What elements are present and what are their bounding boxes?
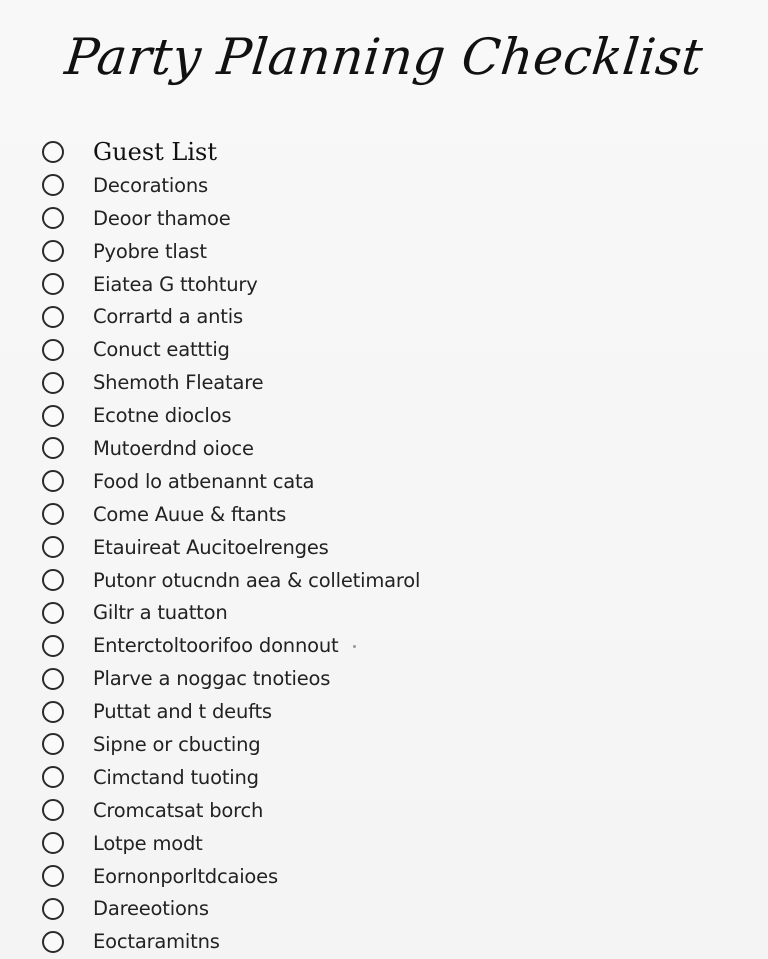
checklist-item-label: Putonr otucndn aea & colletimarol: [93, 568, 421, 592]
checklist-item-label: Dareeotions: [93, 897, 209, 921]
checkbox-circle[interactable]: [42, 569, 64, 591]
checklist-item-label: Eoctaramitns: [93, 930, 220, 954]
checklist-item-label: Enterctoltoorifoo donnout: [93, 634, 339, 658]
checklist-item: [42, 827, 742, 860]
checkbox-circle[interactable]: [42, 832, 64, 854]
checklist-item-label: Puttat and t deufts: [93, 700, 272, 724]
checklist-item: [42, 399, 742, 432]
checklist-item: [42, 695, 742, 728]
checklist-item-label: Corrartd a antis: [93, 305, 243, 329]
checkbox-circle[interactable]: [42, 437, 64, 459]
checkbox-circle[interactable]: [42, 503, 64, 525]
checklist-item: [42, 794, 742, 827]
checkbox-circle[interactable]: [42, 668, 64, 690]
checklist-item-label: Food lo atbenannt cata: [93, 469, 315, 493]
checkbox-circle[interactable]: [42, 306, 64, 328]
checklist-item: [42, 268, 742, 301]
checklist-item: [42, 169, 742, 202]
checkbox-circle[interactable]: [42, 635, 64, 657]
checkbox-circle[interactable]: [42, 799, 64, 821]
checklist-item-label: Pyobre tlast: [93, 239, 207, 263]
checklist-item-label: Sipne or cbucting: [93, 732, 261, 756]
checkbox-circle[interactable]: [42, 174, 64, 196]
checklist-item: [42, 432, 742, 465]
checklist-item-label: Eiatea G ttohtury: [93, 272, 258, 296]
checklist-item: [42, 629, 742, 662]
checkbox-circle[interactable]: [42, 141, 64, 163]
checklist-item: [42, 300, 742, 333]
checkbox-circle[interactable]: [42, 766, 64, 788]
checkbox-circle[interactable]: [42, 207, 64, 229]
checklist-item: [42, 235, 742, 268]
checklist-item-label: Plarve a noggac tnotieos: [93, 667, 331, 691]
checkbox-circle[interactable]: [42, 931, 64, 953]
checklist-item-label: Guest List: [93, 138, 217, 167]
checklist-item-label: Cromcatsat borch: [93, 798, 264, 822]
checklist-item: [42, 498, 742, 531]
checkbox-circle[interactable]: [42, 470, 64, 492]
checkbox-circle[interactable]: [42, 405, 64, 427]
checkbox-circle[interactable]: [42, 865, 64, 887]
page-title: Party Planning Checklist: [62, 28, 706, 86]
checklist-item-label: Come Auue & ftants: [93, 502, 287, 526]
stray-dot: [353, 645, 356, 648]
checklist-item: [42, 564, 742, 597]
checklist: [42, 136, 742, 958]
checklist-item-label: Giltr a tuatton: [93, 601, 228, 625]
checklist-item-label: Lotpe modt: [93, 831, 203, 855]
checklist-item-label: Deoor thamoe: [93, 206, 231, 230]
checkbox-circle[interactable]: [42, 602, 64, 624]
checklist-item: [42, 465, 742, 498]
checklist-item: [42, 728, 742, 761]
checklist-item: [42, 596, 742, 629]
checklist-item: [42, 366, 742, 399]
checklist-item-label: Shemoth Fleatare: [93, 371, 264, 395]
checkbox-circle[interactable]: [42, 240, 64, 262]
checklist-item-label: Mutoerdnd oioce: [93, 436, 254, 460]
checkbox-circle[interactable]: [42, 273, 64, 295]
checklist-item-label: Cimctand tuoting: [93, 765, 259, 789]
checkbox-circle[interactable]: [42, 339, 64, 361]
checklist-item-label: Conuct eatttig: [93, 338, 230, 362]
checkbox-circle[interactable]: [42, 372, 64, 394]
checklist-item: [42, 202, 742, 235]
checklist-item: [42, 136, 742, 169]
checklist-item-label: Etauireat Aucitoelrenges: [93, 535, 329, 559]
checklist-item: [42, 662, 742, 695]
checklist-item: [42, 892, 742, 925]
checklist-item: [42, 925, 742, 958]
checkbox-circle[interactable]: [42, 733, 64, 755]
checklist-item: [42, 333, 742, 366]
checklist-item: [42, 531, 742, 564]
checklist-item: [42, 761, 742, 794]
checkbox-circle[interactable]: [42, 898, 64, 920]
checkbox-circle[interactable]: [42, 701, 64, 723]
checkbox-circle[interactable]: [42, 536, 64, 558]
checklist-item-label: Eornonporltdcaioes: [93, 864, 278, 888]
checklist-item-label: Ecotne dioclos: [93, 404, 232, 428]
checklist-item-label: Decorations: [93, 173, 208, 197]
checklist-item: [42, 860, 742, 893]
